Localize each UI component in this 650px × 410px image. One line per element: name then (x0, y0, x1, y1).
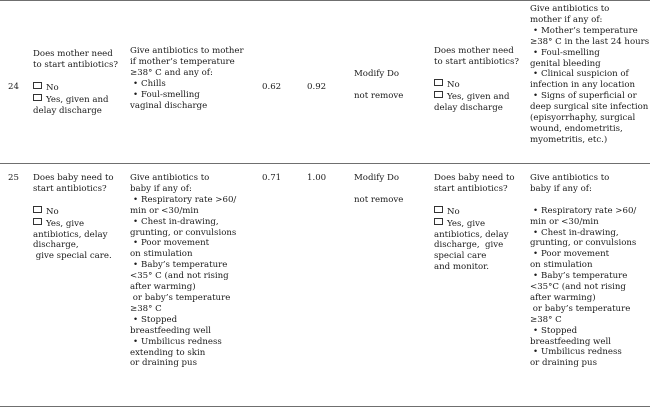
table-row (0, 173, 650, 403)
score-2: 0.92 (307, 82, 327, 92)
bullet-icon: • (132, 314, 139, 325)
bullet-icon: • (132, 238, 139, 249)
option-no: No (33, 206, 114, 218)
checkbox-icon (33, 94, 42, 101)
bullet-item: • Poor movement (130, 238, 236, 249)
bullet-item: • Respiratory rate >60/ (530, 206, 636, 217)
checkbox-icon (33, 218, 42, 225)
bullet-item: • Baby’s temperature (130, 260, 236, 271)
checkbox-icon (33, 206, 42, 213)
bullet-icon: • (532, 25, 539, 36)
bullet-icon: • (132, 216, 139, 227)
checkbox-icon (434, 206, 443, 213)
revised-question-cell: Does mother need to start antibiotics? No Yes, given and delay discharge (434, 46, 519, 113)
bullet-item: • Chest in-drawing, (530, 228, 636, 239)
row-number: 25 (8, 173, 19, 183)
bullet-icon: • (532, 227, 539, 238)
revised-instruction-cell: Give antibiotics to baby if any of: • Respiratory rate >60/ min or <30/min • Chest in-drawing, grunting, or convulsions • Poor movement on stimulation • Baby’s temperature <35°C (and not rising after warming) or baby’s temperature ≥38° C • Stopped breastfeeding well • Umbilicus redness or draining pus (530, 173, 637, 369)
action-cell: Modify Do not remove (354, 173, 404, 205)
option-no: No (33, 82, 118, 94)
bullet-icon: • (532, 347, 539, 358)
revised-question-cell: Does baby need to start antibiotics? No Yes, give antibiotics, delay discharge, give special care and monitor. (434, 173, 515, 273)
bullet-item: • Mother’s temperature (530, 26, 649, 37)
bullet-item: • Baby’s temperature (530, 271, 636, 282)
bullet-icon: • (532, 249, 539, 260)
question-cell: Does baby need to start antibiotics? No Yes, give antibiotics, delay discharge, give special care. (33, 173, 114, 262)
option-yes: Yes, give (434, 218, 515, 230)
row-divider-top (0, 0, 650, 1)
bullet-icon: • (532, 325, 539, 336)
checkbox-icon (434, 91, 443, 98)
bullet-icon: • (532, 47, 539, 58)
bullet-icon: • (132, 336, 139, 347)
bullet-icon: • (132, 78, 139, 89)
bullet-icon: • (132, 260, 139, 271)
score-1: 0.71 (262, 173, 282, 183)
bullet-item: • Foul-smelling (530, 48, 649, 59)
option-yes: Yes, given and (434, 91, 519, 103)
row-divider-bottom (0, 406, 650, 407)
bullet-icon: • (132, 194, 139, 205)
bullet-item: • Poor movement (530, 249, 636, 260)
original-instruction-cell: Give antibiotics to baby if any of: • Respiratory rate >60/ min or <30/min • Chest in-drawing, grunting, or convulsions • Poor movement on stimulation • Baby’s temperature <35° C (and not rising after warming) or baby’s temperature ≥38° C • Stopped breastfeeding well • Umbilicus redness extending to skin or draining pus (130, 173, 237, 369)
checkbox-icon (33, 82, 42, 89)
bullet-icon: • (532, 271, 539, 282)
table-row (0, 4, 650, 158)
original-instruction-cell: Give antibiotics to mother if mother’s temperature ≥38° C and any of: • Chills • Foul-smelling vaginal discharge (130, 46, 244, 111)
option-yes: Yes, give (33, 218, 114, 230)
revised-instruction-cell: Give antibiotics to mother if any of: • Mother’s temperature ≥38° C in the last 24 hours • Foul-smelling genital bleeding • Clinical suspicion of infection in any location • Signs of superficial or deep surgical site infection (episyorrhaphy, surgical wound, endometritis, myometritis, etc.) (530, 4, 650, 145)
bullet-item: • Stopped (130, 315, 236, 326)
bullet-item: • Foul-smelling (130, 90, 244, 101)
score-1: 0.62 (262, 82, 282, 92)
bullet-icon: • (532, 69, 539, 80)
question-line: Does mother need (33, 49, 113, 59)
question-line: to start antibiotics? (33, 59, 118, 70)
bullet-item: • Respiratory rate >60/ (130, 195, 236, 206)
bullet-icon: • (532, 91, 539, 102)
bullet-item: • Umbilicus redness (530, 347, 636, 358)
bullet-icon: • (132, 89, 139, 100)
bullet-item: • Clinical suspicion of (530, 69, 649, 80)
bullet-item: • Signs of superficial or (530, 91, 649, 102)
bullet-icon: • (532, 205, 539, 216)
checkbox-icon (434, 79, 443, 86)
action-cell: Modify Do not remove (354, 69, 404, 101)
option-no: No (434, 79, 519, 91)
score-2: 1.00 (307, 173, 327, 183)
bullet-item: • Stopped (530, 326, 636, 337)
question-cell (33, 49, 118, 116)
bullet-item: • Chest in-drawing, (130, 217, 236, 228)
row-number: 24 (8, 82, 19, 92)
bullet-item: • Chills (130, 79, 244, 90)
row-divider-middle (0, 163, 650, 164)
option-yes: Yes, given and (33, 94, 118, 106)
option-no: No (434, 206, 515, 218)
option-yes-cont: delay discharge (33, 105, 102, 116)
checkbox-icon (434, 218, 443, 225)
bullet-item: • Umbilicus redness (130, 337, 236, 348)
